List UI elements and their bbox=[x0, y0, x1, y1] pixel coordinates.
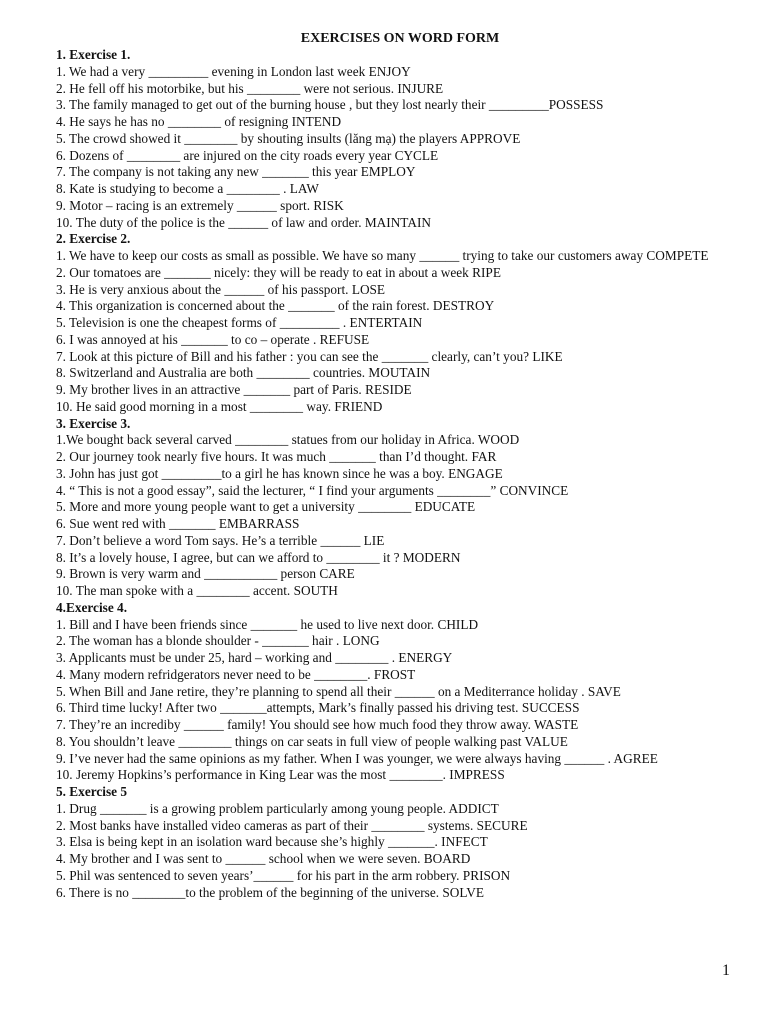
list-item: 9. My brother lives in an attractive _______ part of Paris. RESIDE bbox=[56, 382, 412, 397]
section-heading: 5. Exercise 5 bbox=[56, 784, 128, 799]
list-item: 1. We have to keep our costs as small as possible. We have so many ______ trying to take our customers away COMPETE bbox=[56, 248, 709, 263]
section-heading: 3. Exercise 3. bbox=[56, 415, 131, 431]
list-item: 9. Motor – racing is an extremely ______ sport. RISK bbox=[56, 197, 344, 213]
list-item: 8. You shouldn’t leave ________ things on car seats in full view of people walking past VALUE bbox=[56, 733, 568, 749]
list-item: 5. The crowd showed it ________ by shouting insults (lăng mạ) the players APPROVE bbox=[56, 130, 521, 146]
exercise-5-section bbox=[56, 784, 724, 901]
exercise-3-section bbox=[56, 416, 724, 600]
section-heading: 4.Exercise 4. bbox=[56, 599, 128, 615]
list-item: 2. Most banks have installed video cameras as part of their ________ systems. SECURE bbox=[56, 817, 528, 833]
list-item: 5. Television is one the cheapest forms of _________ . ENTERTAIN bbox=[56, 315, 423, 330]
list-item: 4. My brother and I was sent to ______ school when we were seven. BOARD bbox=[56, 851, 471, 866]
list-item: 10. The duty of the police is the ______ of law and order. MAINTAIN bbox=[56, 214, 431, 230]
list-item: 9. Brown is very warm and ___________ person CARE bbox=[56, 566, 355, 582]
list-item: 2. The woman has a blonde shoulder - _______ hair . LONG bbox=[56, 633, 380, 649]
list-item: 6. I was annoyed at his _______ to co – operate . REFUSE bbox=[56, 331, 370, 347]
list-item: 2. Our tomatoes are _______ nicely: they will be ready to eat in about a week RIPE bbox=[56, 264, 501, 280]
list-item: 10. Jeremy Hopkins’s performance in King Lear was the most ________. IMPRESS bbox=[56, 767, 505, 783]
list-item: 6. Sue went red with _______ EMBARRASS bbox=[56, 516, 300, 531]
list-item: 1.We bought back several carved ________ statues from our holiday in Africa. WOOD bbox=[56, 432, 520, 448]
list-item: 9. I’ve never had the same opinions as my father. When I was younger, we were always having ______ . AGREE bbox=[56, 750, 658, 766]
page-number: 1 bbox=[722, 962, 730, 979]
list-item: 4. He says he has no ________ of resigning INTEND bbox=[56, 114, 342, 129]
list-item: 8. Kate is studying to become a ________ . LAW bbox=[56, 181, 319, 196]
list-item: 3. Elsa is being kept in an isolation ward because she’s highly _______. INFECT bbox=[56, 834, 488, 850]
list-item: 6. There is no ________to the problem of the beginning of the universe. SOLVE bbox=[56, 884, 485, 900]
list-item: 8. It’s a lovely house, I agree, but can we afford to ________ it ? MODERN bbox=[56, 549, 461, 565]
list-item: 6. Dozens of ________ are injured on the city roads every year CYCLE bbox=[56, 147, 439, 163]
section-heading: 1. Exercise 1. bbox=[56, 47, 131, 62]
list-item: 5. Phil was sentenced to seven years’______ for his part in the arm robbery. PRISON bbox=[56, 867, 511, 883]
section-heading: 2. Exercise 2. bbox=[56, 231, 131, 247]
list-item: 3. Applicants must be under 25, hard – working and ________ . ENERGY bbox=[56, 650, 453, 665]
list-item: 3. John has just got _________to a girl he has known since he was a boy. ENGAGE bbox=[56, 465, 503, 481]
list-item: 5. When Bill and Jane retire, they’re planning to spend all their ______ on a Mediterrance holiday . SAVE bbox=[56, 683, 621, 699]
list-item: 10. The man spoke with a ________ accent. SOUTH bbox=[56, 583, 338, 598]
list-item: 10. He said good morning in a most ________ way. FRIEND bbox=[56, 398, 383, 414]
list-item: 1. We had a very _________ evening in London last week ENJOY bbox=[56, 63, 411, 79]
list-item: 7. Don’t believe a word Tom says. He’s a terrible ______ LIE bbox=[56, 532, 385, 548]
list-item: 4. This organization is concerned about the _______ of the rain forest. DESTROY bbox=[56, 298, 495, 314]
page-title: EXERCISES ON WORD FORM bbox=[300, 31, 500, 46]
list-item: 8. Switzerland and Australia are both ________ countries. MOUTAIN bbox=[56, 365, 431, 381]
list-item: 5. More and more young people want to get a university ________ EDUCATE bbox=[56, 499, 476, 515]
exercise-2-section bbox=[56, 231, 724, 415]
list-item: 4. Many modern refridgerators never need to be ________. FROST bbox=[56, 666, 416, 682]
list-item: 4. “ This is not a good essay”, said the lecturer, “ I find your arguments ________” CONVINCE bbox=[56, 482, 569, 498]
list-item: 1. Bill and I have been friends since _______ he used to live next door. CHILD bbox=[56, 616, 479, 632]
list-item: 6. Third time lucky! After two _______attempts, Mark’s finally passed his driving test. SUCCESS bbox=[56, 700, 580, 716]
list-item: 2. He fell off his motorbike, but his ________ were not serious. INJURE bbox=[56, 80, 444, 96]
list-item: 1. Drug _______ is a growing problem particularly among young people. ADDICT bbox=[56, 800, 499, 816]
list-item: 3. He is very anxious about the ______ of his passport. LOSE bbox=[56, 281, 386, 297]
list-item: 3. The family managed to get out of the burning house , but they lost nearly their _________POSSESS bbox=[56, 97, 604, 113]
exercise-1-section bbox=[56, 47, 724, 231]
document-page bbox=[56, 30, 724, 901]
list-item: 2. Our journey took nearly five hours. It was much _______ than I’d thought. FAR bbox=[56, 449, 497, 464]
list-item: 7. They’re an incrediby ______ family! You should see how much food they throw away. WASTE bbox=[56, 717, 579, 732]
list-item: 7. The company is not taking any new _______ this year EMPLOY bbox=[56, 164, 416, 180]
exercise-4-section bbox=[56, 600, 724, 784]
list-item: 7. Look at this picture of Bill and his father : you can see the _______ clearly, can’t you? LIKE bbox=[56, 348, 563, 364]
